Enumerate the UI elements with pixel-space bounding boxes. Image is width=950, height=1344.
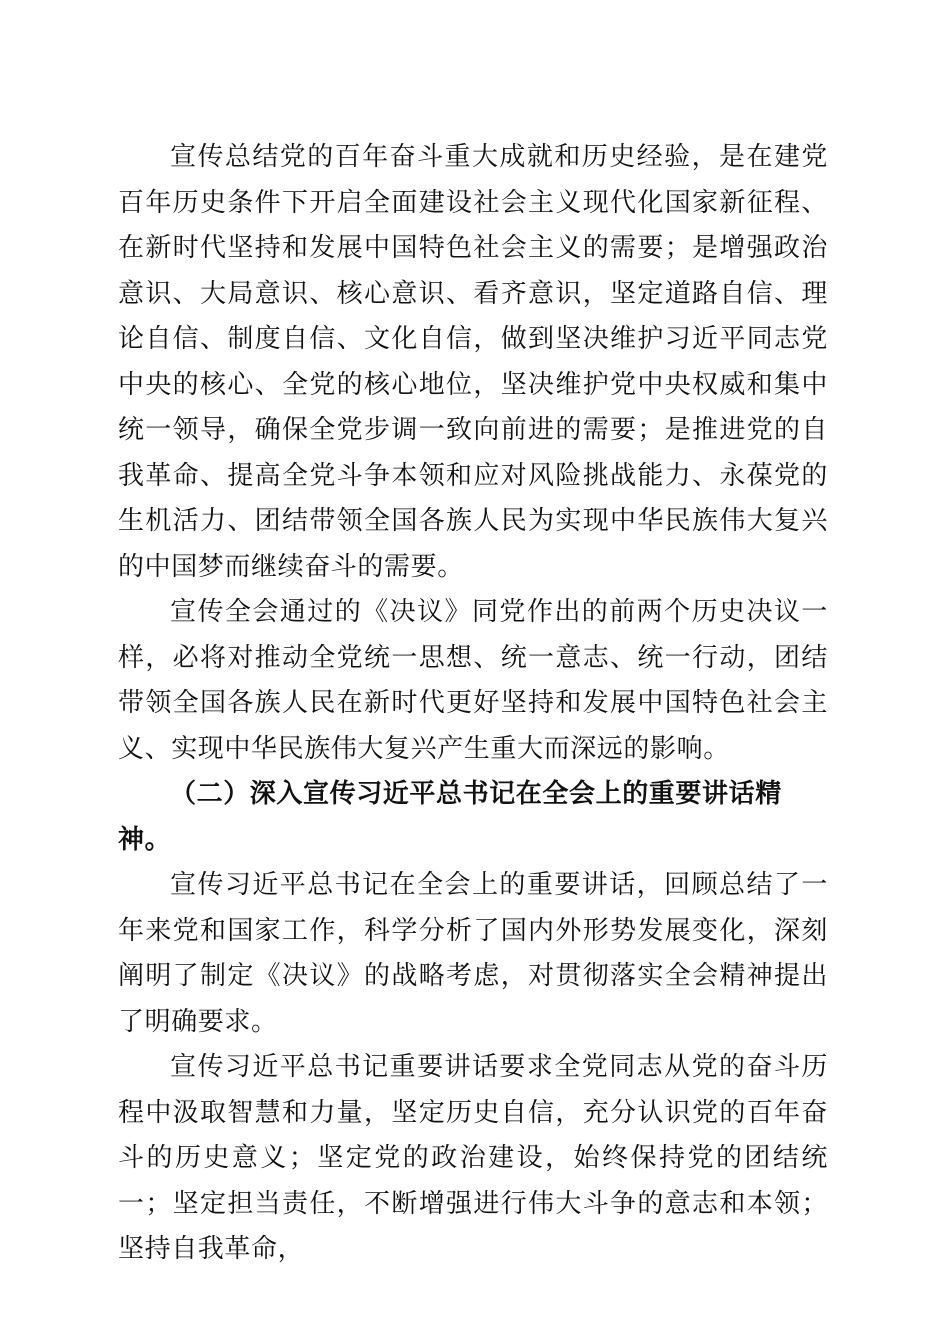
paragraph-summary-significance: 宣传总结党的百年奋斗重大成就和历史经验，是在建党百年历史条件下开启全面建设社会主义现代化国家新征程、在新时代坚持和发展中国特色社会主义的需要；是增强政治意识、大局意识、核心意识、看齐意识，坚定道路自信、理论自信、制度自信、文化自信，做到坚决维护习近平同志党中央的核心、全党的核心地位，坚决维护党中央权威和集中统一领导，确保全党步调一致向前进的需要；是推进党的自我革命、提高全党斗争本领和应对风险挑战能力、永葆党的生机活力、团结带领全国各族人民为实现中华民族伟大复兴的中国梦而继续奋斗的需要。 bbox=[118, 142, 828, 582]
paragraph-resolution-impact: 宣传全会通过的《决议》同党作出的前两个历史决议一样，必将对推动全党统一思想、统一意志、统一行动，团结带领全国各族人民在新时代更好坚持和发展中国特色社会主义、实现中华民族伟大复兴产生重大而深远的影响。 bbox=[118, 597, 828, 764]
document-body bbox=[118, 135, 828, 1273]
section-heading: （二）深入宣传习近平总书记在全会上的重要讲话精神。 bbox=[118, 779, 782, 855]
paragraph-speech-overview: 宣传习近平总书记在全会上的重要讲话，回顾总结了一年来党和国家工作，科学分析了国内外形势发展变化，深刻阐明了制定《决议》的战略考虑，对贯彻落实全会精神提出了明确要求。 bbox=[118, 870, 828, 1037]
paragraph-speech-requirements: 宣传习近平总书记重要讲话要求全党同志从党的奋斗历程中汲取智慧和力量，坚定历史自信，充分认识党的百年奋斗的历史意义；坚定党的政治建设，始终保持党的团结统一；坚定担当责任，不断增强进行伟大斗争的意志和本领；坚持自我革命， bbox=[118, 1052, 828, 1264]
